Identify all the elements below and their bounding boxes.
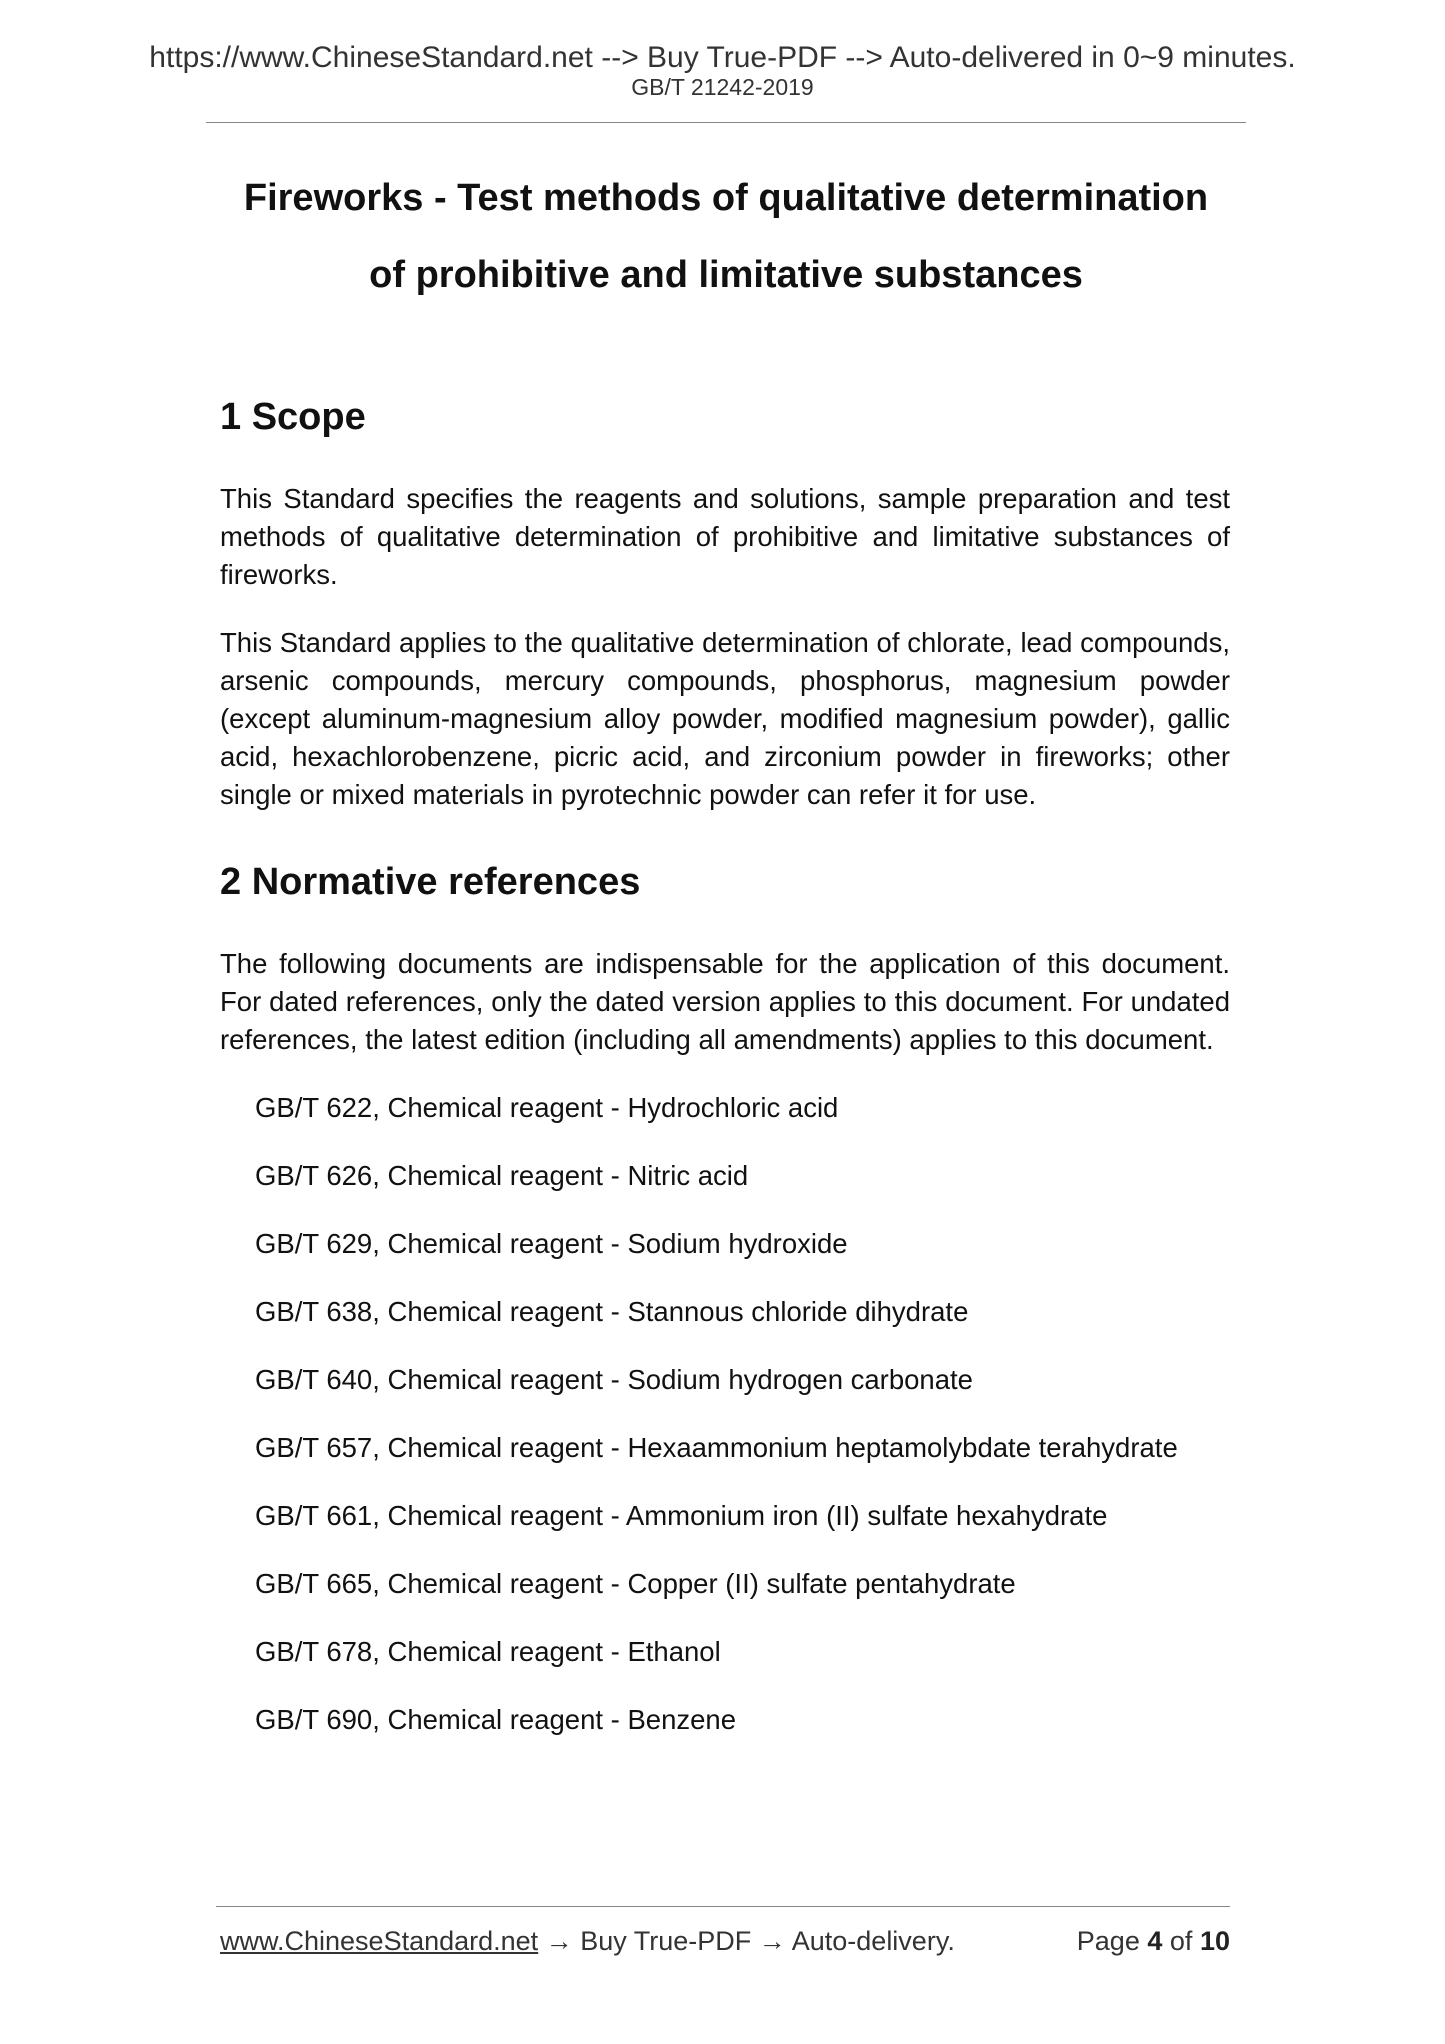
page-indicator: [1077, 1924, 1230, 1958]
standard-code: GB/T 21242-2019: [631, 74, 814, 100]
reference-item: GB/T 626, Chemical reagent - Nitric acid: [255, 1160, 749, 1191]
reference-item: GB/T 690, Chemical reagent - Benzene: [255, 1704, 737, 1735]
section-heading-normative-references: 2 Normative references: [220, 861, 641, 903]
title-line-2: of prohibitive and limitative substances: [369, 254, 1083, 296]
reference-list: [220, 1089, 1230, 1739]
reference-item: GB/T 665, Chemical reagent - Copper (II) sulfate pentahydrate: [255, 1568, 1016, 1599]
page-number: 4: [1147, 1926, 1163, 1956]
footer-delivery-text: → Buy True-PDF → Auto-delivery.: [538, 1926, 955, 1956]
reference-item: GB/T 638, Chemical reagent - Stannous chloride dihydrate: [255, 1296, 969, 1327]
reference-item: GB/T 629, Chemical reagent - Sodium hydroxide: [255, 1228, 848, 1259]
footer-divider: [216, 1906, 1230, 1907]
reference-item: GB/T 640, Chemical reagent - Sodium hydrogen carbonate: [255, 1364, 973, 1395]
references-intro-paragraph: The following documents are indispensable for the application of this document. For dated references, only the dated version applies to this document. For undated references, the latest edition (including all amendments) applies to this document.: [220, 948, 1230, 1055]
document-title: [206, 160, 1246, 314]
reference-item: GB/T 661, Chemical reagent - Ammonium iron (II) sulfate hexahydrate: [255, 1500, 1108, 1531]
document-body: [220, 392, 1230, 1739]
header-divider: [206, 122, 1246, 123]
page-label: Page: [1076, 1926, 1140, 1956]
footer-source: [220, 1924, 955, 1958]
reference-item: GB/T 657, Chemical reagent - Hexaammonium heptamolybdate terahydrate: [255, 1432, 1178, 1463]
scope-paragraph-2: This Standard applies to the qualitative determination of chlorate, lead compounds, arsenic compounds, mercury compounds, phosphorus, magnesium powder (except aluminum-magnesium alloy powder, modified magnesium powder), gallic acid, hexachlorobenzene, picric acid, and zirconium powder in fireworks; other single or mixed materials in pyrotechnic powder can refer it for use.: [220, 627, 1230, 810]
footer-website-link[interactable]: www.ChineseStandard.net: [220, 1926, 539, 1956]
scope-paragraph-1: This Standard specifies the reagents and solutions, sample preparation and test methods of qualitative determination of prohibitive and limitative substances of fireworks.: [220, 483, 1230, 590]
title-line-1: Fireworks - Test methods of qualitative determination: [243, 177, 1209, 219]
reference-item: GB/T 622, Chemical reagent - Hydrochloric acid: [255, 1092, 839, 1123]
of-label: of: [1169, 1926, 1193, 1956]
reference-item: GB/T 678, Chemical reagent - Ethanol: [255, 1636, 721, 1667]
page-total: 10: [1199, 1926, 1230, 1956]
top-banner: https://www.ChineseStandard.net --> Buy True-PDF --> Auto-delivered in 0~9 minutes.: [149, 41, 1296, 74]
section-heading-scope: 1 Scope: [220, 396, 366, 438]
